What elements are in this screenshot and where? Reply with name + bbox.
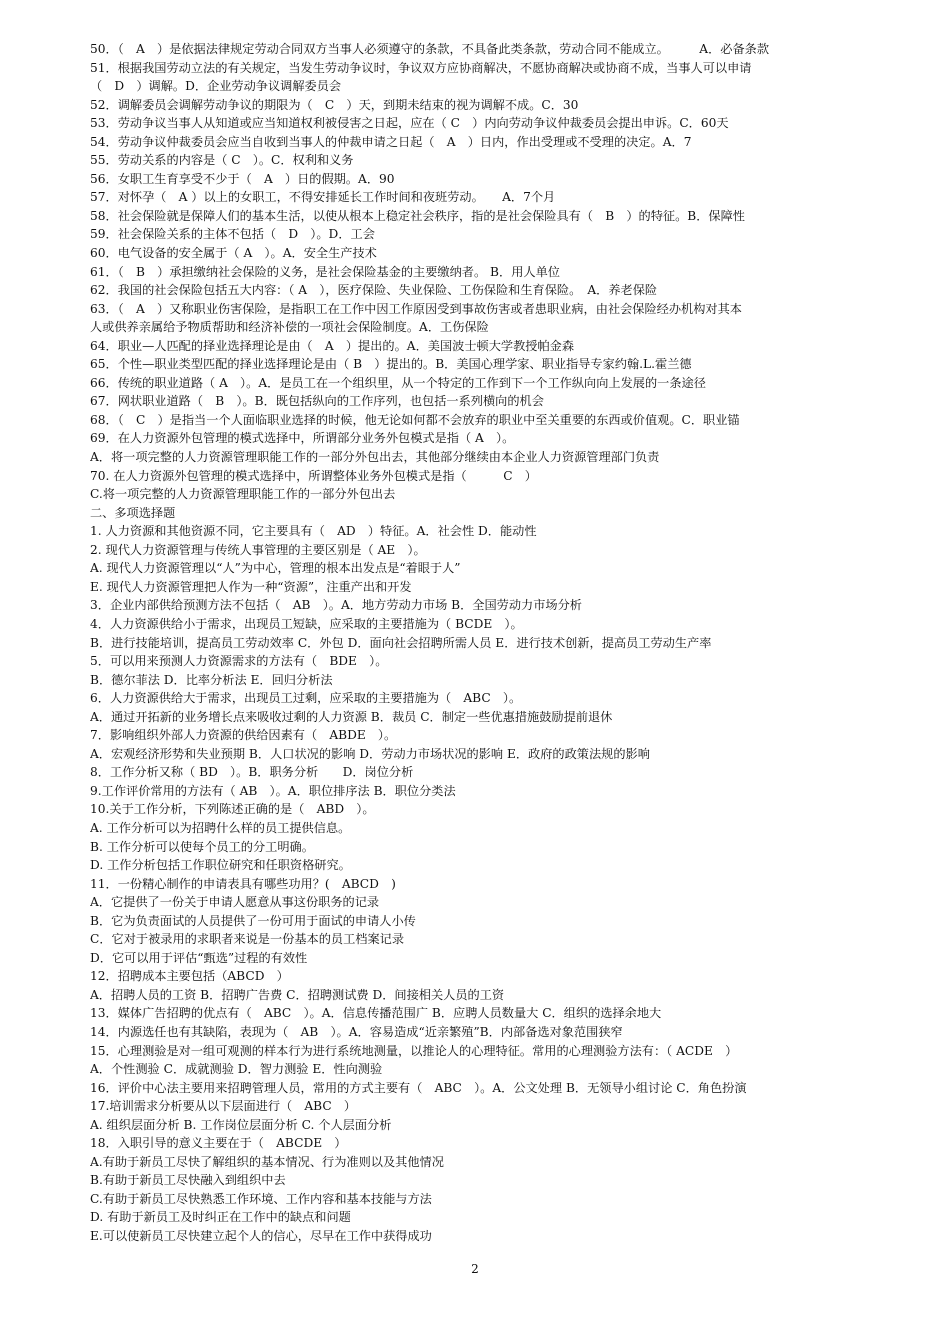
text-line: 17.培训需求分析要从以下层面进行（ ABC ）: [90, 1099, 357, 1114]
text-line: 61．（ B ）承担缴纳社会保险的义务，是社会保险基金的主要缴纳者。 B．用人单位: [90, 264, 560, 279]
text-line: A．通过开拓新的业务增长点来吸收过剩的人力资源 B．裁员 C．制定一些优惠措施鼓励提前退休: [90, 709, 613, 724]
text-line: 70. 在人力资源外包管理的模式选择中，所谓整体业务外包模式是指（ C ）: [90, 468, 537, 483]
text-line: B．进行技能培训，提高员工劳动效率 C．外包 D．面向社会招聘所需人员 E．进行技术创新，提高员工劳动生产率: [90, 635, 712, 650]
text-line: 7．影响组织外部人力资源的供给因素有（ ABDE ）。: [90, 728, 397, 743]
text-line: 56．女职工生育享受不少于（ A ）日的假期。A．90: [90, 171, 395, 186]
text-line: 9.工作评价常用的方法有（ AB ）。A．职位排序法 B．职位分类法: [90, 783, 456, 798]
text-line: 14．内源选任也有其缺陷，表现为（ AB ）。A．容易造成“近亲繁殖”B．内部备选对象范围狭窄: [90, 1024, 623, 1039]
text-line: A．将一项完整的人力资源管理职能工作的一部分外包出去，其他部分继续由本企业人力资源管理部门负责: [90, 450, 660, 465]
text-line: 60．电气设备的安全属于（ A ）。A．安全生产技术: [90, 246, 377, 261]
text-line: A．宏观经济形势和失业预期 B．人口状况的影响 D．劳动力市场状况的影响 E．政府的政策法规的影响: [90, 746, 650, 761]
text-line: 二、多项选择题: [90, 505, 176, 520]
text-line: 6．人力资源供给大于需求，出现员工过剩，应采取的主要措施为（ ABC ）。: [90, 691, 522, 706]
text-line: 11．一份精心制作的申请表具有哪些功用？( ABCD ): [90, 876, 396, 891]
text-line: 69．在人力资源外包管理的模式选择中，所谓部分业务外包模式是指（ A ）。: [90, 431, 515, 446]
text-line: 10.关于工作分析，下列陈述正确的是（ ABD ）。: [90, 802, 375, 817]
page-number: 2: [471, 1262, 479, 1276]
text-line: C.有助于新员工尽快熟悉工作环境、工作内容和基本技能与方法: [90, 1191, 432, 1206]
text-line: 12．招聘成本主要包括（ABCD ）: [90, 969, 289, 984]
text-line: A. 工作分析可以为招聘什么样的员工提供信息。: [90, 820, 351, 835]
text-line: 63．（ A ）又称职业伤害保险，是指职工在工作中因工作原因受到事故伤害或者患职业病，由社会保险经办机构对其本: [90, 301, 742, 316]
text-line: A.有助于新员工尽快了解组织的基本情况、行为准则以及其他情况: [90, 1154, 444, 1169]
text-line: 64．职业—人匹配的择业选择理论是由（ A ）提出的。A．美国波士顿大学教授帕金森: [90, 338, 575, 353]
text-line: D．它可以用于评估“甄选”过程的有效性: [90, 950, 308, 965]
text-line: 66．传统的职业道路（ A ）。A．是员工在一个组织里，从一个特定的工作到下一个工作纵向向上发展的一条途径: [90, 375, 706, 390]
text-line: A. 现代人力资源管理以“人”为中心，管理的根本出发点是“着眼于人”: [90, 561, 461, 576]
text-line: 67．网状职业道路（ B ）。B．既包括纵向的工作序列，也包括一系列横向的机会: [90, 394, 544, 409]
text-line: 16．评价中心法主要用来招聘管理人员，常用的方式主要有（ ABC ）。A．公文处理 B．无领导小组讨论 C．角色扮演: [90, 1080, 747, 1095]
text-line: E. 现代人力资源管理把人作为一种“资源”，注重产出和开发: [90, 579, 412, 594]
text-line: 52．调解委员会调解劳动争议的期限为（ C ）天，到期未结束的视为调解不成。C．30: [90, 97, 579, 112]
text-line: 2. 现代人力资源管理与传统人事管理的主要区别是（ AE ）。: [90, 542, 426, 557]
text-line: A. 组织层面分析 B. 工作岗位层面分析 C. 个人层面分析: [90, 1117, 392, 1132]
text-line: （ D ）调解。D．企业劳动争议调解委员会: [90, 79, 342, 94]
text-line: B．德尔菲法 D．比率分析法 E．回归分析法: [90, 672, 333, 687]
text-line: A．个性测验 C．成就测验 D．智力测验 E．性向测验: [90, 1062, 383, 1077]
text-line: 50．（ A ）是依据法律规定劳动合同双方当事人必须遵守的条款，不具备此类条款，劳动合同不能成立。 A．必备条款: [90, 42, 770, 56]
text-line: 58．社会保险就是保障人们的基本生活，以使从根本上稳定社会秩序，指的是社会保险具有（ B ）的特征。B．保障性: [90, 208, 745, 223]
text-line: D. 工作分析包括工作职位研究和任职资格研究。: [90, 858, 351, 873]
text-line: 5．可以用来预测人力资源需求的方法有（ BDE ）。: [90, 654, 388, 669]
text-line: 53．劳动争议当事人从知道或应当知道权利被侵害之日起，应在（ C ）内向劳动争议仲裁委员会提出申诉。C．60天: [90, 116, 729, 131]
text-line: 1. 人力资源和其他资源不同，它主要具有（ AD ）特征。A．社会性 D．能动性: [90, 524, 537, 539]
text-line: 59．社会保险关系的主体不包括（ D ）。D．工会: [90, 227, 375, 242]
text-line: B. 工作分析可以使每个员工的分工明确。: [90, 839, 314, 854]
text-line: 51．根据我国劳动立法的有关规定，当发生劳动争议时，争议双方应协商解决，不愿协商解决或协商不成，当事人可以申请: [90, 60, 752, 75]
text-line: 55．劳动关系的内容是（ C ）。C．权利和义务: [90, 153, 354, 168]
text-line: 13．媒体广告招聘的优点有（ ABC ）。A．信息传播范围广 B．应聘人员数量大 C．组织的选择余地大: [90, 1006, 662, 1021]
question-list: [90, 40, 865, 1246]
text-line: D. 有助于新员工及时纠正在工作中的缺点和问题: [90, 1210, 351, 1225]
text-line: 62．我国的社会保险包括五大内容：（ A ），医疗保险、失业保险、工伤保险和生育保险。 A．养老保险: [90, 283, 658, 298]
text-line: 4．人力资源供给小于需求，出现员工短缺，应采取的主要措施为（ BCDE ）。: [90, 616, 523, 631]
text-line: 68．（ C ）是指当一个人面临职业选择的时候，他无论如何都不会放弃的职业中至关重要的东西或价值观。C．职业锚: [90, 412, 740, 427]
text-line: 54．劳动争议仲裁委员会应当自收到当事人的仲裁申请之日起（ A ）日内，作出受理或不受理的决定。A．7: [90, 134, 692, 149]
text-line: E.可以使新员工尽快建立起个人的信心，尽早在工作中获得成功: [90, 1229, 432, 1243]
text-line: 8．工作分析又称（ BD ）。B．职务分析 D．岗位分析: [90, 765, 414, 780]
text-line: 57．对怀孕（ A ）以上的女职工，不得安排延长工作时间和夜班劳动。 A．7个月: [90, 190, 556, 205]
text-line: A．招聘人员的工资 B．招聘广告费 C．招聘测试费 D．间接相关人员的工资: [90, 987, 505, 1002]
text-line: A．它提供了一份关于申请人愿意从事这份职务的记录: [90, 895, 380, 910]
text-line: 15．心理测验是对一组可观测的样本行为进行系统地测量，以推论人的心理特征。常用的心理测验方法有：（ ACDE ）: [90, 1043, 738, 1058]
text-line: 18．入职引导的意义主要在于（ ABCDE ）: [90, 1136, 347, 1151]
text-line: B．它为负责面试的人员提供了一份可用于面试的申请人小传: [90, 913, 416, 928]
text-line: 人或供养亲属给予物质帮助和经济补偿的一项社会保险制度。A．工伤保险: [90, 320, 489, 335]
text-line: 65．个性—职业类型匹配的择业选择理论是由（ B ）提出的。B．美国心理学家、职业指导专家约翰.L.霍兰德: [90, 357, 692, 372]
text-line: B.有助于新员工尽快融入到组织中去: [90, 1173, 286, 1188]
text-line: C．它对于被录用的求职者来说是一份基本的员工档案记录: [90, 932, 405, 947]
text-line: 3．企业内部供给预测方法不包括（ AB ）。A．地方劳动力市场 B．全国劳动力市场分析: [90, 598, 582, 613]
text-line: C.将一项完整的人力资源管理职能工作的一部分外包出去: [90, 487, 396, 502]
